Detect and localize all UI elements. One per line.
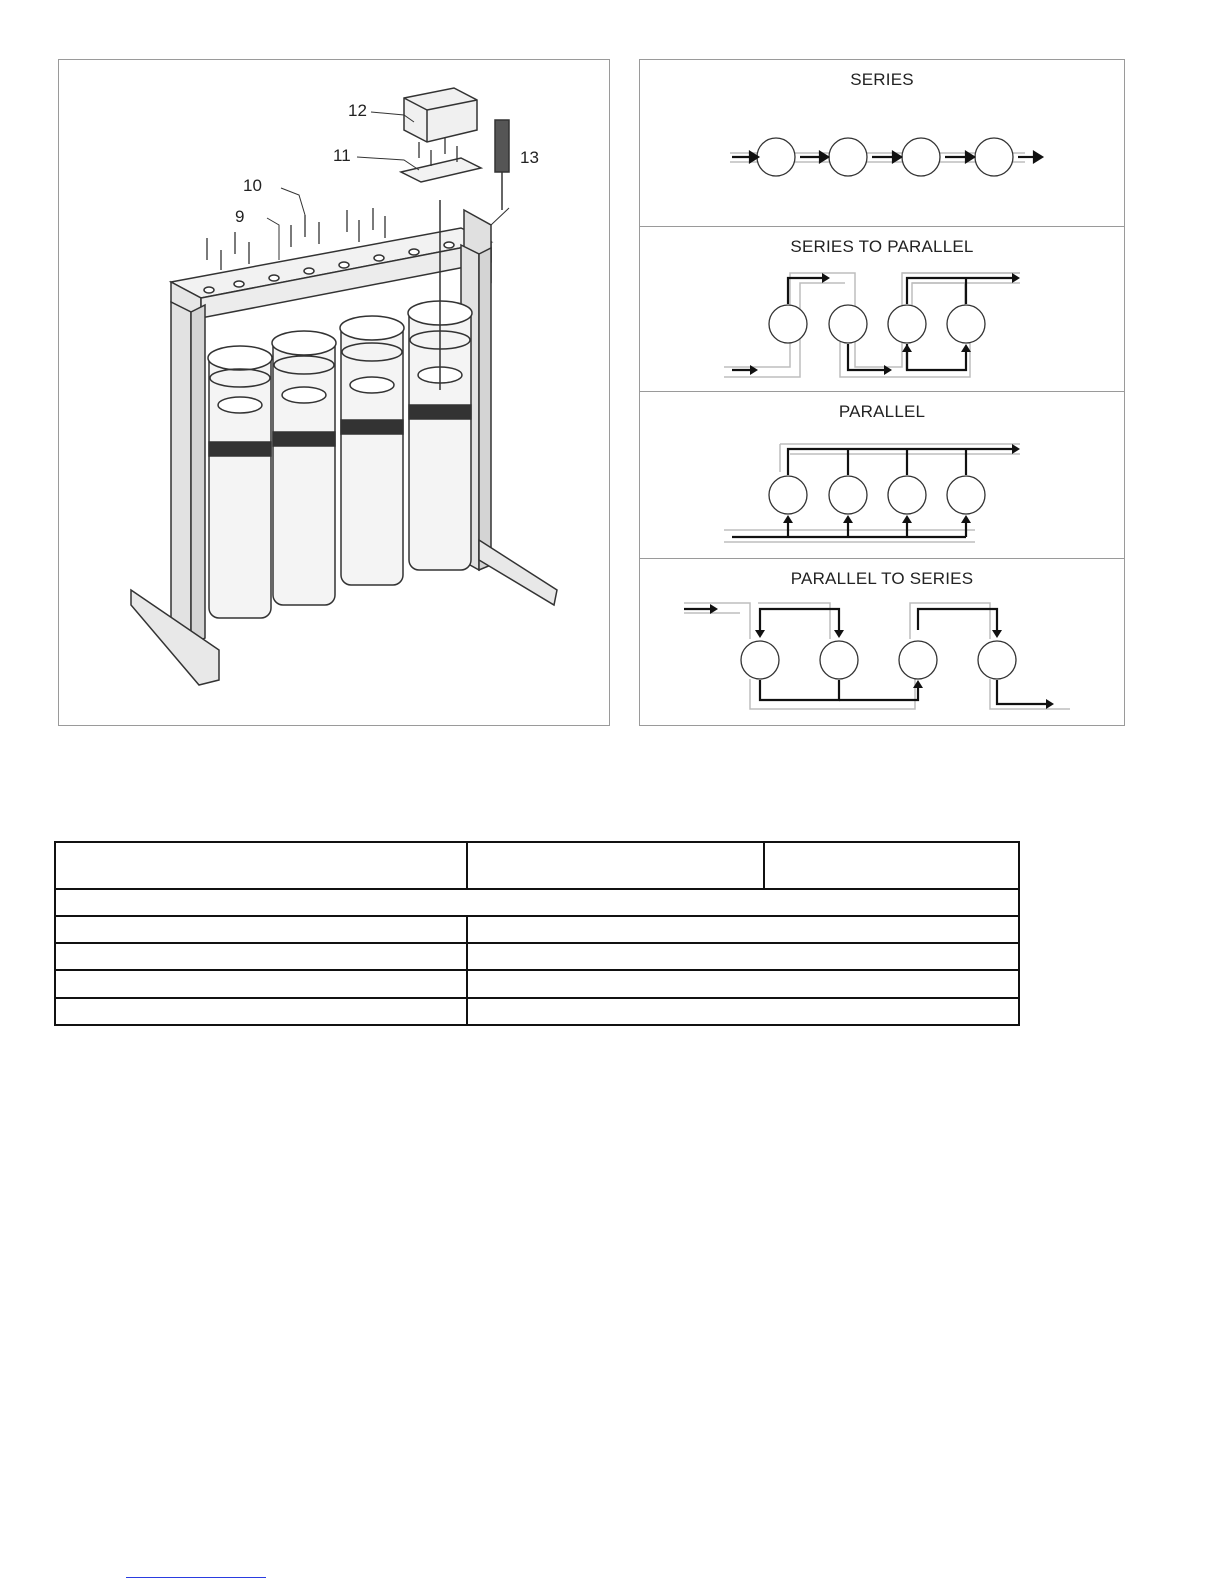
exploded-view-panel [58, 59, 610, 726]
callout-13: 13 [520, 148, 539, 167]
exploded-view-illustration [59, 60, 609, 725]
table-row [55, 943, 1019, 970]
table-cell [55, 916, 467, 943]
table-cell [55, 889, 1019, 916]
table-cell [467, 943, 1019, 970]
parallel-title: PARALLEL [838, 402, 926, 421]
callout-10: 10 [243, 176, 262, 195]
table-cell [55, 998, 467, 1025]
table-header-row [55, 842, 1019, 889]
table-section-row [55, 889, 1019, 916]
table-cell [55, 842, 467, 889]
table-row [55, 916, 1019, 943]
parallel-to-series-section [640, 558, 1124, 727]
table-cell [55, 943, 467, 970]
flow-configurations-panel [639, 59, 1125, 726]
series-to-parallel-diagram [640, 227, 1124, 392]
series-title: SERIES [850, 70, 914, 89]
footer-link-underline[interactable] [126, 1577, 266, 1578]
table-cell [55, 970, 467, 997]
table-cell [467, 842, 764, 889]
parallel-diagram [640, 392, 1124, 559]
table-row [55, 970, 1019, 997]
series-section [640, 60, 1124, 227]
parallel-to-series-title: PARALLEL TO SERIES [790, 569, 974, 588]
table-cell [764, 842, 1019, 889]
series-to-parallel-title: SERIES TO PARALLEL [790, 237, 974, 256]
series-to-parallel-section [640, 226, 1124, 392]
series-diagram [640, 60, 1124, 226]
table-cell [467, 998, 1019, 1025]
parallel-section [640, 391, 1124, 559]
spec-table [54, 841, 1020, 1026]
callout-12: 12 [348, 101, 367, 120]
table-cell [467, 970, 1019, 997]
table-row [55, 998, 1019, 1025]
parallel-to-series-diagram [640, 559, 1124, 727]
callout-9: 9 [235, 207, 245, 226]
callout-11: 11 [333, 146, 351, 165]
table-cell [467, 916, 1019, 943]
